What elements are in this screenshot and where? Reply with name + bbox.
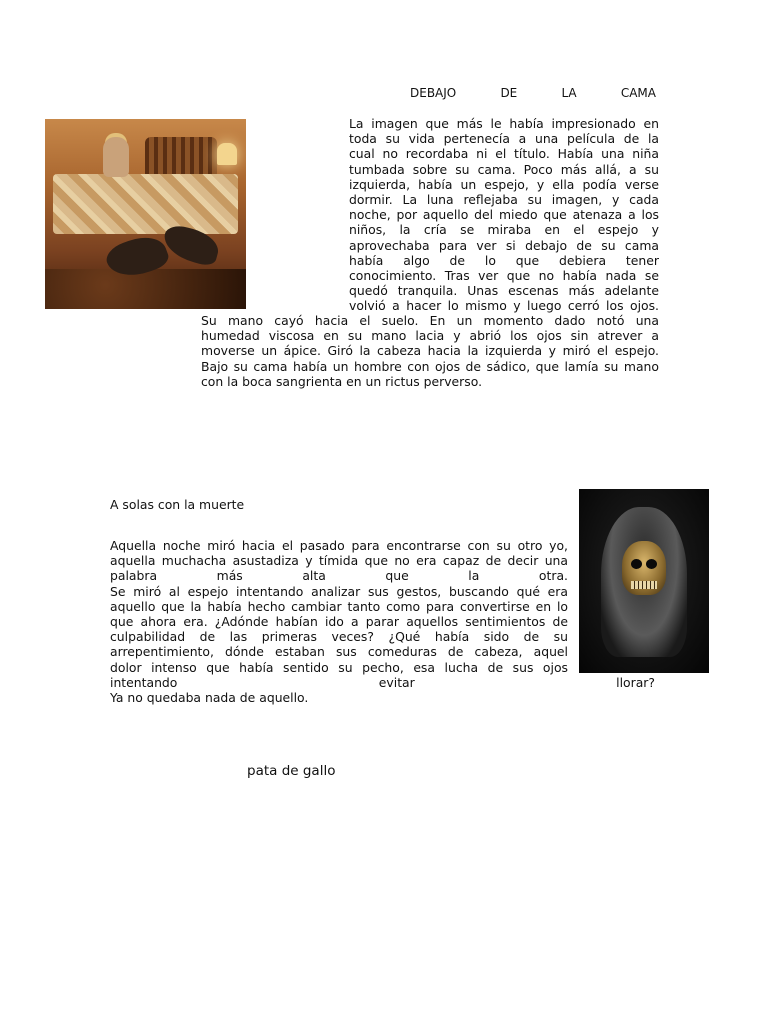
title-word: LA: [561, 86, 577, 100]
title-word: DE: [500, 86, 518, 100]
text-line: moverse un ápice. Giró la cabeza hacia la izquierda y miró el espejo.: [201, 343, 659, 359]
story1-title: [410, 86, 656, 100]
text-line: Ya no quedaba nada de aquello.: [110, 690, 309, 706]
text-line: arrepentimiento, dónde estaban sus comeduras de cabeza, aquel: [110, 644, 568, 660]
text-line: aprovechaba para ver si debajo de su cama: [349, 237, 659, 253]
text-line: aquella muchacha asustadiza y tímida que no era capaz de decir una: [110, 553, 568, 569]
story1-paragraph-full: [201, 313, 659, 389]
text-line: dormir. La luna reflejaba su imagen, y cada: [349, 192, 659, 208]
text-line: toda su vida pertenecía a una película de la: [349, 131, 659, 147]
text-line: niños, la cría se miraba en el espejo y: [349, 222, 659, 238]
text-line: La imagen que más le había impresionado en: [349, 116, 659, 131]
text-line: Su mano cayó hacia el suelo. En un momento dado notó una: [201, 313, 659, 328]
text-line: intentando evitar llorar?: [110, 674, 655, 690]
text-line: tumbada sobre su cama. Poco más allá, a su: [349, 161, 659, 177]
story1-paragraph-wrapped: [349, 116, 659, 314]
text-line: cual no recordaba ni el título. Había una niña: [349, 146, 659, 162]
text-line: volvió a hacer lo mismo y luego cerró los ojos.: [349, 298, 659, 314]
text-line: culpabilidad de las primeras veces? ¿Qué había sido de su: [110, 629, 568, 645]
text-line: Se miró al espejo intentando analizar sus gestos, buscando qué era: [110, 583, 568, 599]
title-word: CAMA: [620, 86, 656, 100]
grim-reaper-image: [579, 489, 709, 673]
text-line: noche, por aquello del miedo que atenaza a los: [349, 207, 659, 223]
text-line: con la boca sangrienta en un rictus perverso.: [201, 373, 483, 389]
signature: pata de gallo: [247, 763, 336, 779]
text-line: aquello que la había hecho cambiar tanto como para convertirse en lo: [110, 598, 568, 614]
text-line: quedó tranquila. Unas escenas más adelante: [349, 283, 659, 299]
text-line: que ahora era. ¿Adónde habían ido a parar aquellos sentimientos de: [110, 614, 568, 630]
text-line: Bajo su cama había un hombre con ojos de sádico, que lamía su mano: [201, 358, 659, 374]
text-line: humedad viscosa en su mano lacia y abrió los ojos sin atrever a: [201, 328, 659, 344]
text-line: Aquella noche miró hacia el pasado para encontrarse con su otro yo,: [110, 538, 568, 553]
text-line: conocimiento. Tras ver que no había nada se: [349, 268, 659, 284]
text-line: izquierda, había un espejo, y ella podía verse: [349, 176, 659, 192]
title-word: DEBAJO: [410, 86, 457, 100]
girl-bed-monster-image: [45, 119, 246, 309]
text-line: había algo de lo que debiera tener: [349, 252, 659, 268]
story2-title: A solas con la muerte: [110, 497, 245, 512]
text-line: dolor intenso que había sentido su pecho, esa lucha de sus ojos: [110, 659, 568, 675]
text-line: palabra más alta que la otra.: [110, 568, 568, 584]
story2-paragraph: [110, 538, 655, 706]
